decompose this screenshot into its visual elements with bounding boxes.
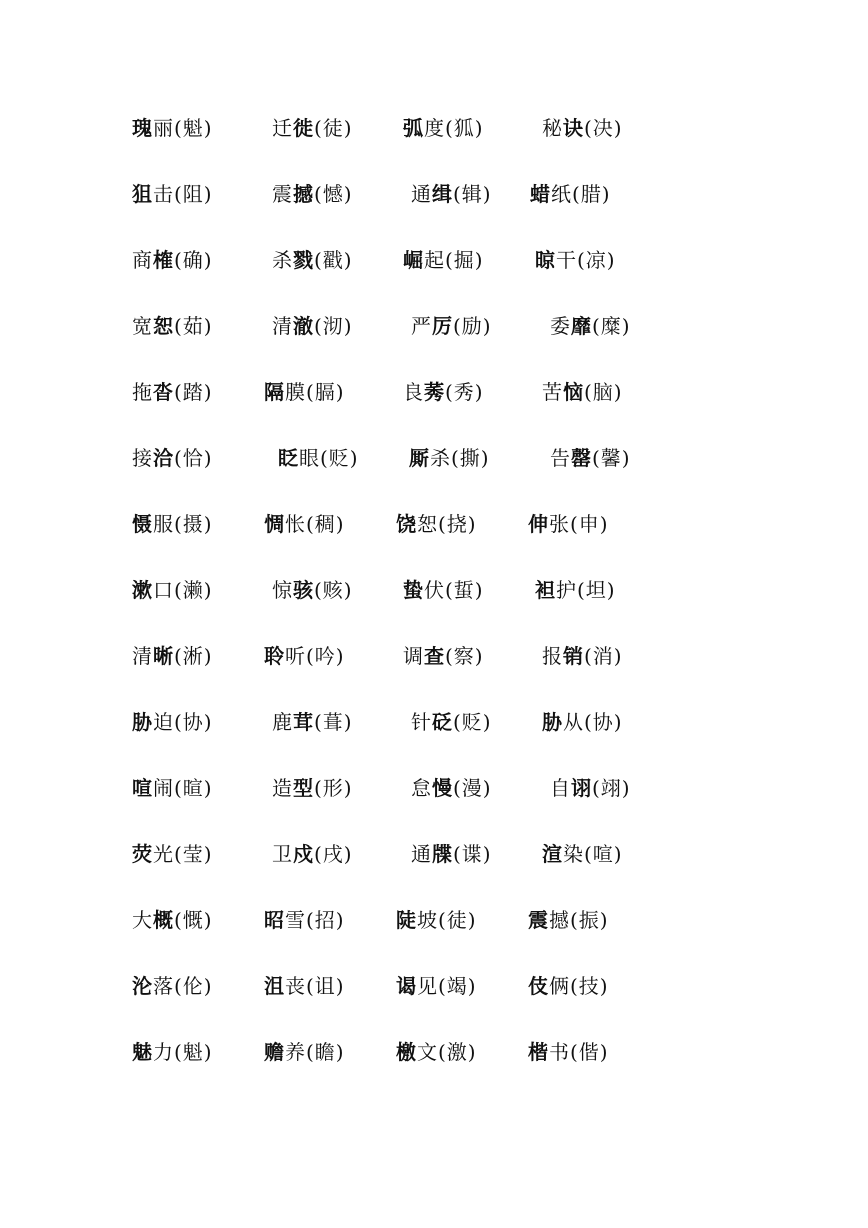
highlighted-character: 崛	[403, 248, 424, 272]
vocab-entry	[550, 768, 631, 808]
vocab-entry	[535, 240, 616, 280]
vocab-entry	[396, 966, 477, 1006]
vocab-entry	[272, 174, 353, 214]
entry-text: (徒)	[314, 116, 353, 140]
entry-text: 眼(贬)	[299, 446, 359, 470]
vocab-entry	[403, 570, 484, 610]
entry-text: 怠	[411, 776, 432, 800]
highlighted-character: 慢	[432, 776, 453, 800]
entry-text: 通	[411, 182, 432, 206]
vocab-entry	[409, 438, 490, 478]
vocab-entry	[535, 570, 616, 610]
entry-text: 杀	[272, 248, 293, 272]
vocab-row	[0, 174, 868, 214]
entry-text: (踏)	[174, 380, 213, 404]
entry-text: 坡(徒)	[417, 908, 477, 932]
entry-text: 恕(挠)	[417, 512, 477, 536]
entry-text: 养(瞻)	[285, 1040, 345, 1064]
entry-text: 清	[272, 314, 293, 338]
entry-text: 杀(撕)	[430, 446, 490, 470]
vocab-row	[0, 108, 868, 148]
highlighted-character: 漱	[132, 578, 153, 602]
entry-text: 商	[132, 248, 153, 272]
highlighted-character: 茸	[293, 710, 314, 734]
entry-text: 严	[411, 314, 432, 338]
entry-text: (形)	[314, 776, 353, 800]
highlighted-character: 罄	[571, 446, 592, 470]
vocab-entry	[264, 504, 345, 544]
entry-text: (沏)	[314, 314, 353, 338]
entry-text: (葺)	[314, 710, 353, 734]
highlighted-character: 恕	[153, 314, 174, 338]
entry-text: 起(掘)	[424, 248, 484, 272]
vocab-entry	[278, 438, 359, 478]
highlighted-character: 缉	[432, 182, 453, 206]
entry-text: 膜(膈)	[285, 380, 345, 404]
highlighted-character: 蜡	[530, 182, 551, 206]
entry-text: 良	[403, 380, 424, 404]
highlighted-character: 赡	[264, 1040, 285, 1064]
vocab-entry	[264, 636, 345, 676]
vocab-entry	[542, 372, 623, 412]
entry-text: 迫(协)	[153, 710, 213, 734]
highlighted-character: 恼	[563, 380, 584, 404]
entry-text: (慨)	[174, 908, 213, 932]
entry-text: 纸(腊)	[551, 182, 611, 206]
highlighted-character: 砭	[432, 710, 453, 734]
entry-text: (戌)	[314, 842, 353, 866]
entry-text: 服(摄)	[153, 512, 213, 536]
vocab-entry	[411, 768, 492, 808]
highlighted-character: 蛰	[403, 578, 424, 602]
entry-text: 俩(技)	[549, 974, 609, 998]
vocab-entry	[272, 702, 353, 742]
highlighted-character: 袒	[535, 578, 556, 602]
highlighted-character: 型	[293, 776, 314, 800]
vocab-entry	[272, 108, 353, 148]
entry-text: (淅)	[174, 644, 213, 668]
vocab-entry	[132, 768, 213, 808]
vocab-entry	[272, 240, 353, 280]
highlighted-character: 荧	[132, 842, 153, 866]
entry-text: 秘	[542, 116, 563, 140]
vocab-entry	[542, 834, 623, 874]
highlighted-character: 概	[153, 908, 174, 932]
entry-text: 击(阻)	[153, 182, 213, 206]
highlighted-character: 沮	[264, 974, 285, 998]
highlighted-character: 魅	[132, 1040, 153, 1064]
highlighted-character: 骇	[293, 578, 314, 602]
vocab-entry	[396, 900, 477, 940]
highlighted-character: 楷	[528, 1040, 549, 1064]
vocab-row	[0, 504, 868, 544]
entry-text: 丽(魁)	[153, 116, 213, 140]
entry-text: 自	[550, 776, 571, 800]
entry-text: (辑)	[453, 182, 492, 206]
entry-text: 闹(暄)	[153, 776, 213, 800]
vocab-entry	[132, 504, 213, 544]
vocab-entry	[542, 108, 623, 148]
vocab-entry	[411, 174, 492, 214]
highlighted-character: 洽	[153, 446, 174, 470]
highlighted-character: 诩	[571, 776, 592, 800]
entry-text: (消)	[584, 644, 623, 668]
highlighted-character: 戮	[293, 248, 314, 272]
vocab-entry	[403, 636, 484, 676]
vocab-entry	[411, 834, 492, 874]
vocab-row	[0, 372, 868, 412]
highlighted-character: 晾	[535, 248, 556, 272]
highlighted-character: 撼	[293, 182, 314, 206]
highlighted-character: 陡	[396, 908, 417, 932]
entry-text: (赅)	[314, 578, 353, 602]
vocab-row	[0, 966, 868, 1006]
highlighted-character: 谒	[396, 974, 417, 998]
vocab-entry	[542, 636, 623, 676]
entry-text: 造	[272, 776, 293, 800]
highlighted-character: 伎	[528, 974, 549, 998]
vocab-row	[0, 438, 868, 478]
highlighted-character: 喧	[132, 776, 153, 800]
entry-text: 伏(蜇)	[424, 578, 484, 602]
highlighted-character: 檄	[396, 1040, 417, 1064]
entry-text: 通	[411, 842, 432, 866]
entry-text: 拖	[132, 380, 153, 404]
vocab-entry	[396, 504, 477, 544]
vocab-entry	[132, 570, 213, 610]
highlighted-character: 查	[424, 644, 445, 668]
vocab-row	[0, 768, 868, 808]
entry-text: (察)	[445, 644, 484, 668]
highlighted-character: 澈	[293, 314, 314, 338]
vocab-entry	[132, 834, 213, 874]
highlighted-character: 牒	[432, 842, 453, 866]
vocab-entry	[264, 966, 345, 1006]
vocab-entry	[132, 438, 213, 478]
entry-text: (秀)	[445, 380, 484, 404]
vocab-entry	[411, 702, 492, 742]
highlighted-character: 沦	[132, 974, 153, 998]
entry-text: 卫	[272, 842, 293, 866]
highlighted-character: 销	[563, 644, 584, 668]
entry-text: (憾)	[314, 182, 353, 206]
entry-text: 告	[550, 446, 571, 470]
entry-text: 鹿	[272, 710, 293, 734]
vocab-entry	[272, 834, 353, 874]
vocab-row	[0, 1032, 868, 1072]
entry-text: 大	[132, 908, 153, 932]
highlighted-character: 饶	[396, 512, 417, 536]
entry-text: (漫)	[453, 776, 492, 800]
entry-text: 清	[132, 644, 153, 668]
highlighted-character: 戍	[293, 842, 314, 866]
vocab-entry	[550, 306, 631, 346]
entry-text: 书(偕)	[549, 1040, 609, 1064]
vocab-entry	[542, 702, 623, 742]
vocab-entry	[530, 174, 611, 214]
entry-text: 丧(诅)	[285, 974, 345, 998]
entry-text: (决)	[584, 116, 623, 140]
highlighted-character: 厉	[432, 314, 453, 338]
vocab-entry	[403, 372, 484, 412]
entry-text: 苦	[542, 380, 563, 404]
vocab-row	[0, 240, 868, 280]
highlighted-character: 隔	[264, 380, 285, 404]
vocab-entry	[272, 768, 353, 808]
entry-text: 报	[542, 644, 563, 668]
vocab-entry	[132, 1032, 213, 1072]
highlighted-character: 聆	[264, 644, 285, 668]
entry-text: 听(吟)	[285, 644, 345, 668]
highlighted-character: 瑰	[132, 116, 153, 140]
vocab-row	[0, 834, 868, 874]
entry-text: 口(濑)	[153, 578, 213, 602]
highlighted-character: 慑	[132, 512, 153, 536]
vocab-entry	[264, 372, 345, 412]
entry-text: (翊)	[592, 776, 631, 800]
highlighted-character: 昭	[264, 908, 285, 932]
entry-text: 光(莹)	[153, 842, 213, 866]
entry-text: 雪(招)	[285, 908, 345, 932]
vocab-entry	[528, 966, 609, 1006]
vocab-entry	[264, 1032, 345, 1072]
vocab-entry	[132, 108, 213, 148]
entry-text: 见(竭)	[417, 974, 477, 998]
highlighted-character: 胁	[542, 710, 563, 734]
entry-text: (贬)	[453, 710, 492, 734]
highlighted-character: 弧	[403, 116, 424, 140]
highlighted-character: 眨	[278, 446, 299, 470]
vocab-entry	[528, 1032, 609, 1072]
vocab-entry	[396, 1032, 477, 1072]
vocab-entry	[132, 636, 213, 676]
entry-text: (确)	[174, 248, 213, 272]
vocab-entry	[132, 174, 213, 214]
entry-text: 怅(稠)	[285, 512, 345, 536]
highlighted-character: 渲	[542, 842, 563, 866]
vocab-entry	[264, 900, 345, 940]
highlighted-character: 莠	[424, 380, 445, 404]
entry-text: 从(协)	[563, 710, 623, 734]
vocab-entry	[132, 702, 213, 742]
vocab-row	[0, 636, 868, 676]
vocab-row	[0, 702, 868, 742]
entry-text: 调	[403, 644, 424, 668]
highlighted-character: 厮	[409, 446, 430, 470]
vocab-entry	[403, 240, 484, 280]
entry-text: 接	[132, 446, 153, 470]
vocab-row	[0, 570, 868, 610]
vocab-entry	[132, 240, 213, 280]
vocab-entry	[132, 966, 213, 1006]
entry-text: 干(凉)	[556, 248, 616, 272]
entry-text: (谍)	[453, 842, 492, 866]
highlighted-character: 惆	[264, 512, 285, 536]
entry-text: 迁	[272, 116, 293, 140]
entry-text: 针	[411, 710, 432, 734]
vocab-entry	[411, 306, 492, 346]
highlighted-character: 晰	[153, 644, 174, 668]
highlighted-character: 徙	[293, 116, 314, 140]
entry-text: 力(魁)	[153, 1040, 213, 1064]
highlighted-character: 震	[528, 908, 549, 932]
entry-text: 落(伦)	[153, 974, 213, 998]
highlighted-character: 靡	[571, 314, 592, 338]
vocab-entry	[132, 900, 213, 940]
vocab-entry	[272, 570, 353, 610]
entry-text: 震	[272, 182, 293, 206]
highlighted-character: 伸	[528, 512, 549, 536]
vocab-entry	[272, 306, 353, 346]
vocab-row	[0, 900, 868, 940]
entry-text: 护(坦)	[556, 578, 616, 602]
vocab-entry	[132, 372, 213, 412]
entry-text: (恰)	[174, 446, 213, 470]
entry-text: 撼(振)	[549, 908, 609, 932]
highlighted-character: 榷	[153, 248, 174, 272]
entry-text: 宽	[132, 314, 153, 338]
vocab-entry	[403, 108, 484, 148]
entry-text: 张(申)	[549, 512, 609, 536]
vocab-entry	[550, 438, 631, 478]
entry-text: (茹)	[174, 314, 213, 338]
entry-text: 度(狐)	[424, 116, 484, 140]
entry-text: 染(喧)	[563, 842, 623, 866]
highlighted-character: 沓	[153, 380, 174, 404]
highlighted-character: 诀	[563, 116, 584, 140]
vocab-entry	[528, 900, 609, 940]
entry-text: (糜)	[592, 314, 631, 338]
entry-text: 文(激)	[417, 1040, 477, 1064]
vocab-row	[0, 306, 868, 346]
entry-text: (励)	[453, 314, 492, 338]
highlighted-character: 胁	[132, 710, 153, 734]
entry-text: (馨)	[592, 446, 631, 470]
entry-text: 惊	[272, 578, 293, 602]
highlighted-character: 狙	[132, 182, 153, 206]
vocab-entry	[132, 306, 213, 346]
entry-text: 委	[550, 314, 571, 338]
vocab-entry	[528, 504, 609, 544]
entry-text: (脑)	[584, 380, 623, 404]
entry-text: (戳)	[314, 248, 353, 272]
